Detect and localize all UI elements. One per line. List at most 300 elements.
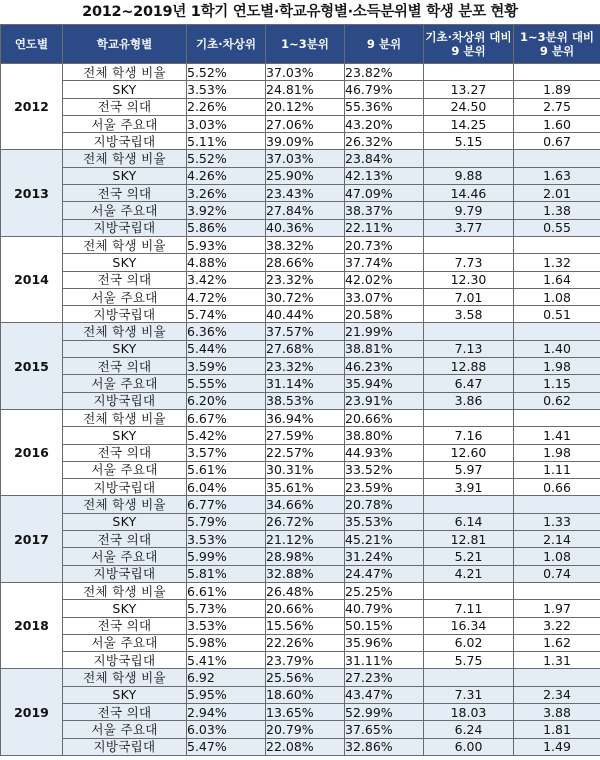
school-type-cell: 전체 학생 비율 [63,496,187,513]
basic-cell: 3.59% [187,358,266,375]
school-type-cell: 전국 의대 [63,703,187,720]
ratio-q13-cell: 1.15 [514,375,600,392]
quintile-9-cell: 52.99% [345,703,424,720]
ratio-q13-cell: 1.40 [514,340,600,357]
table-row [1,358,600,375]
school-type-cell: 지방국립대 [63,738,187,755]
basic-cell: 5.74% [187,306,266,323]
year-cell: 2016 [1,409,63,495]
header-ratio-q13-line1: 1~3분위 대비 [519,30,595,44]
table-row [1,98,600,115]
basic-cell: 5.52% [187,64,266,81]
ratio-q13-cell: 1.31 [514,652,600,669]
ratio-basic-cell: 14.25 [424,115,514,132]
quintile-1-3-cell: 23.32% [266,271,345,288]
school-type-cell: 지방국립대 [63,479,187,496]
table-row [1,288,600,305]
table-row [1,461,600,478]
table-row [1,652,600,669]
quintile-1-3-cell: 40.44% [266,306,345,323]
ratio-q13-cell: 1.98 [514,358,600,375]
header-quintile-1-3: 1~3분위 [266,25,345,64]
school-type-cell: 전체 학생 비율 [63,409,187,426]
table-row [1,254,600,271]
basic-cell: 3.53% [187,81,266,98]
ratio-basic-cell [424,496,514,513]
ratio-basic-cell [424,236,514,253]
quintile-1-3-cell: 31.14% [266,375,345,392]
table-row [1,236,600,253]
basic-cell: 5.44% [187,340,266,357]
basic-cell: 5.52% [187,150,266,167]
ratio-q13-cell [514,150,600,167]
school-type-cell: SKY [63,427,187,444]
ratio-q13-cell: 1.62 [514,634,600,651]
school-type-cell: 전체 학생 비율 [63,669,187,686]
quintile-1-3-cell: 37.03% [266,150,345,167]
quintile-1-3-cell: 25.90% [266,167,345,184]
quintile-9-cell: 43.47% [345,686,424,703]
ratio-basic-cell: 12.30 [424,271,514,288]
quintile-9-cell: 42.02% [345,271,424,288]
ratio-basic-cell: 18.03 [424,703,514,720]
table-row [1,340,600,357]
school-type-cell: 서울 주요대 [63,548,187,565]
quintile-1-3-cell: 38.32% [266,236,345,253]
quintile-1-3-cell: 26.72% [266,513,345,530]
basic-cell: 5.81% [187,565,266,582]
ratio-basic-cell: 6.02 [424,634,514,651]
school-type-cell: 전국 의대 [63,98,187,115]
ratio-q13-cell: 1.60 [514,115,600,132]
page-title: 2012~2019년 1학기 연도별·학교유형별·소득분위별 학생 분포 현황 [82,4,518,20]
basic-cell: 4.72% [187,288,266,305]
quintile-9-cell: 47.09% [345,185,424,202]
table-row [1,427,600,444]
quintile-9-cell: 38.37% [345,202,424,219]
basic-cell: 5.95% [187,686,266,703]
year-cell: 2017 [1,496,63,582]
basic-cell: 5.93% [187,236,266,253]
ratio-basic-cell: 7.11 [424,600,514,617]
header-ratio-q13-line2: 9 분위 [539,44,575,58]
basic-cell: 2.94% [187,703,266,720]
table-row [1,548,600,565]
ratio-basic-cell: 3.58 [424,306,514,323]
ratio-q13-cell: 1.38 [514,202,600,219]
header-ratio-basic-line1: 기초·차상위 대비 [425,30,512,44]
quintile-1-3-cell: 38.53% [266,392,345,409]
school-type-cell: SKY [63,254,187,271]
quintile-1-3-cell: 23.79% [266,652,345,669]
distribution-table [0,24,600,756]
ratio-basic-cell: 13.27 [424,81,514,98]
quintile-1-3-cell: 28.66% [266,254,345,271]
basic-cell: 5.79% [187,513,266,530]
quintile-1-3-cell: 20.12% [266,98,345,115]
year-cell: 2019 [1,669,63,755]
table-row [1,202,600,219]
table-row [1,115,600,132]
quintile-1-3-cell: 22.26% [266,634,345,651]
table-row [1,617,600,634]
quintile-9-cell: 22.11% [345,219,424,236]
school-type-cell: SKY [63,81,187,98]
quintile-9-cell: 35.94% [345,375,424,392]
quintile-1-3-cell: 30.72% [266,288,345,305]
header-school-type: 학교유형별 [63,25,187,64]
ratio-basic-cell: 4.21 [424,565,514,582]
basic-cell: 3.26% [187,185,266,202]
quintile-1-3-cell: 27.84% [266,202,345,219]
ratio-q13-cell: 1.49 [514,738,600,755]
ratio-basic-cell: 12.88 [424,358,514,375]
school-type-cell: 서울 주요대 [63,634,187,651]
ratio-basic-cell: 7.16 [424,427,514,444]
quintile-9-cell: 37.74% [345,254,424,271]
school-type-cell: 전체 학생 비율 [63,582,187,599]
quintile-9-cell: 20.78% [345,496,424,513]
table-row [1,444,600,461]
quintile-1-3-cell: 32.88% [266,565,345,582]
quintile-9-cell: 50.15% [345,617,424,634]
school-type-cell: 서울 주요대 [63,202,187,219]
school-type-cell: 지방국립대 [63,219,187,236]
table-row [1,634,600,651]
table-row [1,721,600,738]
ratio-basic-cell: 3.91 [424,479,514,496]
table-row [1,392,600,409]
ratio-basic-cell [424,323,514,340]
quintile-9-cell: 31.24% [345,548,424,565]
quintile-9-cell: 46.79% [345,81,424,98]
header-ratio-q13 [514,25,600,64]
basic-cell: 6.04% [187,479,266,496]
ratio-basic-cell: 3.77 [424,219,514,236]
basic-cell: 3.03% [187,115,266,132]
school-type-cell: 지방국립대 [63,652,187,669]
basic-cell: 4.26% [187,167,266,184]
table-row [1,565,600,582]
basic-cell: 6.92 [187,669,266,686]
ratio-basic-cell: 24.50 [424,98,514,115]
quintile-9-cell: 27.23% [345,669,424,686]
quintile-1-3-cell: 39.09% [266,133,345,150]
ratio-basic-cell: 5.21 [424,548,514,565]
basic-cell: 5.55% [187,375,266,392]
quintile-1-3-cell: 15.56% [266,617,345,634]
basic-cell: 5.99% [187,548,266,565]
ratio-basic-cell: 6.00 [424,738,514,755]
quintile-1-3-cell: 22.57% [266,444,345,461]
basic-cell: 3.42% [187,271,266,288]
ratio-basic-cell: 9.79 [424,202,514,219]
basic-cell: 3.57% [187,444,266,461]
ratio-q13-cell [514,409,600,426]
ratio-basic-cell: 7.01 [424,288,514,305]
quintile-9-cell: 35.53% [345,513,424,530]
basic-cell: 6.61% [187,582,266,599]
ratio-q13-cell: 1.08 [514,288,600,305]
quintile-9-cell: 21.99% [345,323,424,340]
table-row [1,185,600,202]
header-row [1,25,600,64]
ratio-basic-cell: 7.13 [424,340,514,357]
basic-cell: 2.26% [187,98,266,115]
school-type-cell: 서울 주요대 [63,375,187,392]
school-type-cell: SKY [63,340,187,357]
table-row [1,219,600,236]
table-row [1,323,600,340]
quintile-1-3-cell: 18.60% [266,686,345,703]
table-row [1,531,600,548]
quintile-1-3-cell: 27.68% [266,340,345,357]
table-row [1,513,600,530]
ratio-basic-cell: 16.34 [424,617,514,634]
header-quintile-9: 9 분위 [345,25,424,64]
school-type-cell: 지방국립대 [63,392,187,409]
school-type-cell: 서울 주요대 [63,115,187,132]
quintile-1-3-cell: 20.79% [266,721,345,738]
ratio-basic-cell: 9.88 [424,167,514,184]
basic-cell: 5.47% [187,738,266,755]
year-cell: 2018 [1,582,63,668]
year-cell: 2015 [1,323,63,409]
school-type-cell: SKY [63,686,187,703]
table-row [1,582,600,599]
table-row [1,600,600,617]
header-ratio-basic [424,25,514,64]
quintile-1-3-cell: 30.31% [266,461,345,478]
table-row [1,669,600,686]
ratio-q13-cell: 1.33 [514,513,600,530]
ratio-q13-cell: 1.08 [514,548,600,565]
ratio-basic-cell [424,669,514,686]
school-type-cell: 전국 의대 [63,444,187,461]
ratio-q13-cell [514,582,600,599]
ratio-q13-cell [514,323,600,340]
quintile-9-cell: 32.86% [345,738,424,755]
table-body [1,64,600,756]
quintile-1-3-cell: 23.43% [266,185,345,202]
ratio-q13-cell: 0.74 [514,565,600,582]
quintile-1-3-cell: 28.98% [266,548,345,565]
ratio-q13-cell: 3.22 [514,617,600,634]
table-row [1,167,600,184]
quintile-9-cell: 26.32% [345,133,424,150]
school-type-cell: 지방국립대 [63,565,187,582]
school-type-cell: SKY [63,600,187,617]
ratio-basic-cell [424,582,514,599]
table-row [1,703,600,720]
quintile-9-cell: 24.47% [345,565,424,582]
school-type-cell: 전체 학생 비율 [63,64,187,81]
school-type-cell: 서울 주요대 [63,461,187,478]
ratio-q13-cell: 2.01 [514,185,600,202]
ratio-basic-cell [424,150,514,167]
school-type-cell: 전체 학생 비율 [63,323,187,340]
school-type-cell: 전국 의대 [63,271,187,288]
quintile-1-3-cell: 23.32% [266,358,345,375]
basic-cell: 6.20% [187,392,266,409]
header-year: 연도별 [1,25,63,64]
quintile-9-cell: 43.20% [345,115,424,132]
school-type-cell: 전국 의대 [63,531,187,548]
quintile-1-3-cell: 36.94% [266,409,345,426]
quintile-9-cell: 44.93% [345,444,424,461]
basic-cell: 3.53% [187,531,266,548]
school-type-cell: 전체 학생 비율 [63,150,187,167]
school-type-cell: 지방국립대 [63,133,187,150]
ratio-basic-cell: 6.24 [424,721,514,738]
ratio-q13-cell [514,64,600,81]
school-type-cell: 서울 주요대 [63,721,187,738]
quintile-1-3-cell: 22.08% [266,738,345,755]
year-cell: 2013 [1,150,63,236]
quintile-9-cell: 38.81% [345,340,424,357]
school-type-cell: SKY [63,513,187,530]
quintile-9-cell: 35.96% [345,634,424,651]
school-type-cell: 전체 학생 비율 [63,236,187,253]
basic-cell: 3.53% [187,617,266,634]
table-row [1,738,600,755]
ratio-q13-cell: 0.67 [514,133,600,150]
school-type-cell: 서울 주요대 [63,288,187,305]
quintile-9-cell: 23.91% [345,392,424,409]
school-type-cell: 전국 의대 [63,185,187,202]
quintile-1-3-cell: 20.66% [266,600,345,617]
school-type-cell: 지방국립대 [63,306,187,323]
ratio-basic-cell [424,409,514,426]
quintile-1-3-cell: 37.57% [266,323,345,340]
quintile-9-cell: 42.13% [345,167,424,184]
quintile-9-cell: 40.79% [345,600,424,617]
quintile-1-3-cell: 13.65% [266,703,345,720]
school-type-cell: 전국 의대 [63,358,187,375]
table-row [1,64,600,81]
ratio-q13-cell: 0.51 [514,306,600,323]
basic-cell: 6.67% [187,409,266,426]
ratio-q13-cell: 3.88 [514,703,600,720]
table-row [1,409,600,426]
table-row [1,133,600,150]
ratio-q13-cell: 1.32 [514,254,600,271]
quintile-1-3-cell: 40.36% [266,219,345,236]
basic-cell: 6.77% [187,496,266,513]
year-cell: 2012 [1,64,63,150]
quintile-9-cell: 23.82% [345,64,424,81]
table-row [1,81,600,98]
quintile-9-cell: 20.73% [345,236,424,253]
quintile-9-cell: 46.23% [345,358,424,375]
ratio-q13-cell: 1.63 [514,167,600,184]
ratio-q13-cell: 2.75 [514,98,600,115]
quintile-9-cell: 33.07% [345,288,424,305]
quintile-9-cell: 31.11% [345,652,424,669]
ratio-q13-cell: 1.81 [514,721,600,738]
quintile-1-3-cell: 26.48% [266,582,345,599]
table-row [1,271,600,288]
ratio-q13-cell: 0.62 [514,392,600,409]
school-type-cell: SKY [63,167,187,184]
quintile-9-cell: 23.84% [345,150,424,167]
basic-cell: 4.88% [187,254,266,271]
basic-cell: 6.03% [187,721,266,738]
quintile-9-cell: 23.59% [345,479,424,496]
ratio-basic-cell: 7.31 [424,686,514,703]
quintile-9-cell: 37.65% [345,721,424,738]
quintile-9-cell: 20.66% [345,409,424,426]
quintile-1-3-cell: 27.06% [266,115,345,132]
basic-cell: 5.41% [187,652,266,669]
header-ratio-basic-line2: 9 분위 [451,44,486,58]
basic-cell: 5.11% [187,133,266,150]
quintile-9-cell: 38.80% [345,427,424,444]
ratio-basic-cell: 12.60 [424,444,514,461]
ratio-q13-cell: 1.41 [514,427,600,444]
ratio-q13-cell: 1.97 [514,600,600,617]
basic-cell: 6.36% [187,323,266,340]
ratio-basic-cell: 5.75 [424,652,514,669]
table-row [1,479,600,496]
ratio-q13-cell [514,496,600,513]
quintile-1-3-cell: 37.03% [266,64,345,81]
table-row [1,686,600,703]
basic-cell: 5.73% [187,600,266,617]
ratio-q13-cell [514,236,600,253]
quintile-1-3-cell: 25.56% [266,669,345,686]
quintile-1-3-cell: 34.66% [266,496,345,513]
quintile-9-cell: 33.52% [345,461,424,478]
ratio-basic-cell: 14.46 [424,185,514,202]
table-row [1,306,600,323]
table-row [1,150,600,167]
quintile-1-3-cell: 35.61% [266,479,345,496]
ratio-basic-cell: 3.86 [424,392,514,409]
quintile-9-cell: 25.25% [345,582,424,599]
school-type-cell: 전국 의대 [63,617,187,634]
ratio-basic-cell: 7.73 [424,254,514,271]
basic-cell: 5.86% [187,219,266,236]
table-row [1,496,600,513]
ratio-q13-cell: 1.89 [514,81,600,98]
ratio-basic-cell: 6.47 [424,375,514,392]
ratio-basic-cell [424,64,514,81]
ratio-q13-cell: 0.55 [514,219,600,236]
ratio-basic-cell: 5.97 [424,461,514,478]
basic-cell: 5.42% [187,427,266,444]
year-cell: 2014 [1,236,63,322]
ratio-q13-cell: 1.11 [514,461,600,478]
basic-cell: 5.98% [187,634,266,651]
basic-cell: 3.92% [187,202,266,219]
quintile-9-cell: 55.36% [345,98,424,115]
quintile-9-cell: 20.58% [345,306,424,323]
table-row [1,375,600,392]
ratio-q13-cell: 2.14 [514,531,600,548]
ratio-q13-cell: 1.98 [514,444,600,461]
ratio-q13-cell: 0.66 [514,479,600,496]
header-basic: 기초·차상위 [187,25,266,64]
quintile-1-3-cell: 27.59% [266,427,345,444]
quintile-1-3-cell: 24.81% [266,81,345,98]
quintile-9-cell: 45.21% [345,531,424,548]
ratio-basic-cell: 12.81 [424,531,514,548]
ratio-q13-cell: 2.34 [514,686,600,703]
ratio-q13-cell [514,669,600,686]
basic-cell: 5.61% [187,461,266,478]
ratio-q13-cell: 1.64 [514,271,600,288]
